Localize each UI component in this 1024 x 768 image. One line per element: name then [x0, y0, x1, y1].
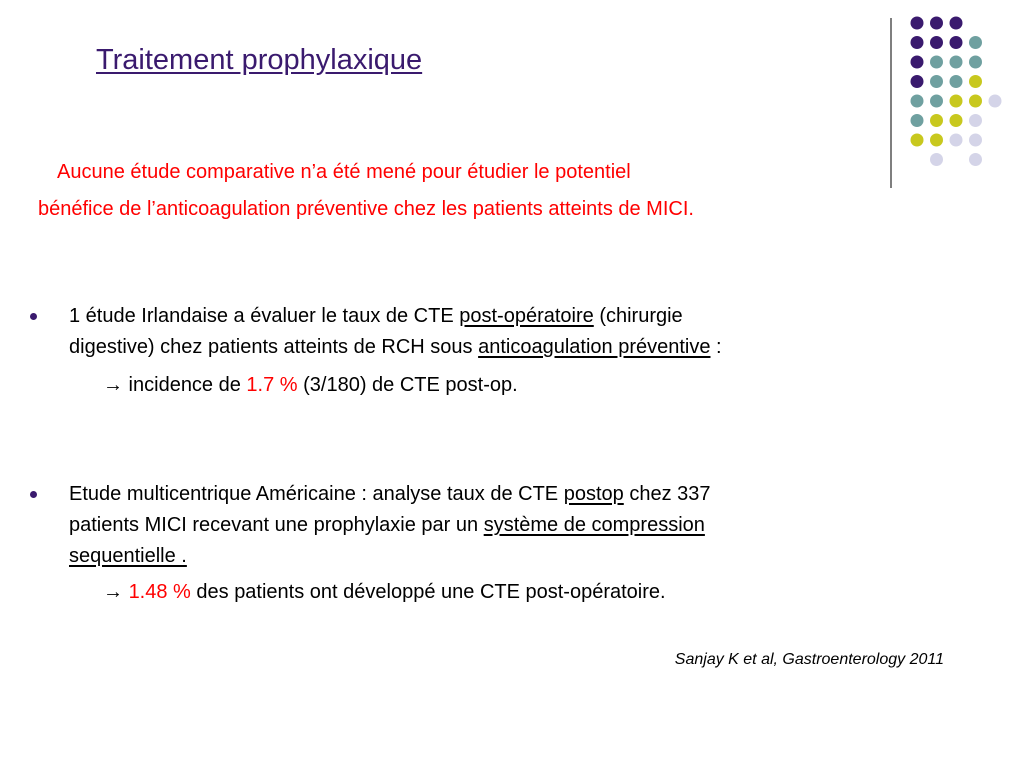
decorative-dot: [950, 95, 963, 108]
result-value: 1.48 %: [128, 581, 191, 603]
underlined-term: postop: [563, 483, 624, 505]
underlined-term: système de compression: [483, 514, 705, 536]
decorative-dot: [969, 36, 982, 49]
decorative-dot: [930, 134, 943, 147]
bullet-dot-icon: [30, 491, 37, 498]
decorative-dot: [911, 56, 924, 69]
bullet-dot-icon: [30, 313, 37, 320]
intro-line-2: bénéfice de l’anticoagulation préventive chez les patients atteints de MICI.: [38, 198, 694, 220]
decorative-dot: [930, 153, 943, 166]
decorative-dot: [930, 36, 943, 49]
underlined-term: sequentielle .: [69, 545, 187, 567]
citation: Sanjay K et al, Gastroenterology 2011: [674, 651, 944, 668]
decorative-dot: [911, 95, 924, 108]
decorative-dot: [969, 75, 982, 88]
decorative-dot: [911, 75, 924, 88]
intro-line-1: Aucune étude comparative n’a été mené pour étudier le potentiel: [57, 161, 631, 183]
decorative-dot: [930, 17, 943, 30]
decorative-dot: [989, 95, 1002, 108]
underlined-term: post-opératoire: [459, 305, 594, 327]
decorative-dot: [950, 75, 963, 88]
bullet-text: 1 étude Irlandaise a évaluer le taux de CTE post-opératoire (chirurgie digestive) chez patients atteints de RCH sous anticoagulation préventive :: [69, 305, 722, 358]
decorative-dot: [950, 36, 963, 49]
decorative-dot: [911, 134, 924, 147]
decorative-dot: [950, 114, 963, 127]
decorative-dot: [969, 95, 982, 108]
bullet-2-result: → 1.48 % des patients ont développé une CTE post-opératoire.: [103, 581, 666, 603]
decorative-dot: [969, 153, 982, 166]
decorative-dot: [950, 134, 963, 147]
bullet-text: Etude multicentrique Américaine : analyse taux de CTE postop chez 337 patients MICI recevant une prophylaxie par un système de compression sequentielle .: [69, 483, 711, 567]
right-arrow-icon: →: [103, 374, 123, 396]
decorative-dot: [969, 114, 982, 127]
decorative-dot: [969, 56, 982, 69]
slide-title: Traitement prophylaxique: [96, 44, 423, 76]
decorative-dot: [930, 75, 943, 88]
decorative-dot: [969, 134, 982, 147]
underlined-term: anticoagulation préventive: [478, 336, 711, 358]
decorative-dot: [930, 114, 943, 127]
result-value: 1.7 %: [246, 374, 298, 396]
decorative-dot: [950, 17, 963, 30]
decorative-dot: [911, 17, 924, 30]
divider-line: [890, 18, 892, 188]
right-arrow-icon: →: [103, 581, 123, 603]
decorative-dot: [911, 114, 924, 127]
bullet-1-result: → incidence de 1.7 % (3/180) de CTE post-op.: [103, 374, 518, 396]
decorative-dot: [930, 56, 943, 69]
decorative-dot: [950, 56, 963, 69]
decorative-dot: [930, 95, 943, 108]
decorative-dot: [911, 36, 924, 49]
